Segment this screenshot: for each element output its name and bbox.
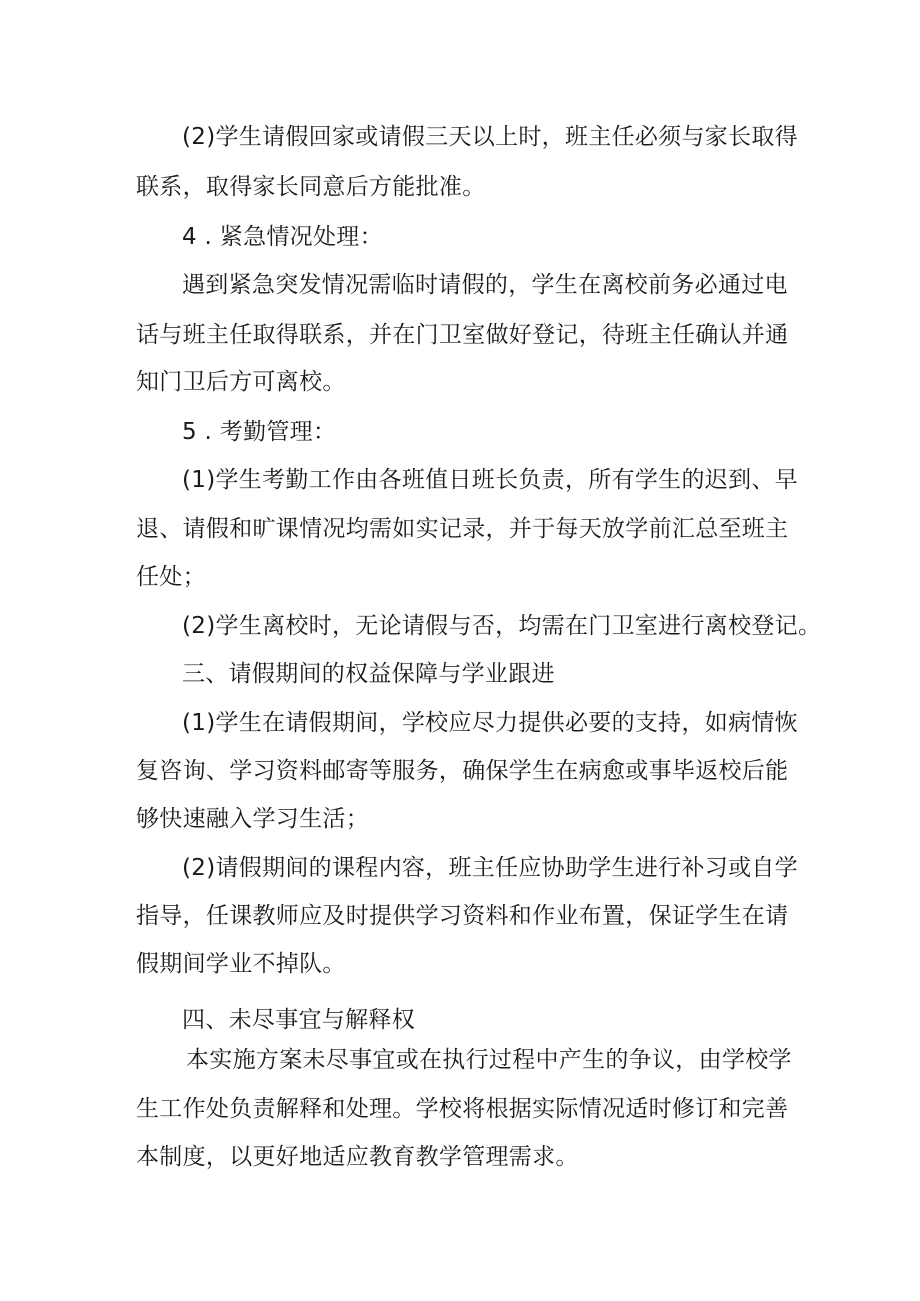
paragraph-line: 够快速融入学习生活； — [136, 806, 369, 832]
section-heading: 4 . 紧急情况处理： — [182, 224, 383, 250]
paragraph-line: 假期间学业不掉队。 — [136, 951, 346, 977]
paragraph-line: (2)学生离校时，无论请假与否，均需在门卫室进行离校登记。 — [182, 613, 822, 639]
paragraph-line: (2)请假期间的课程内容，班主任应协助学生进行补习或自学 — [182, 855, 798, 881]
paragraph-line: 联系，取得家长同意后方能批准。 — [136, 174, 486, 200]
paragraph-line: (2)学生请假回家或请假三天以上时，班主任必须与家长取得 — [182, 124, 798, 150]
paragraph-line: 退、请假和旷课情况均需如实记录，并于每天放学前汇总至班主 — [136, 516, 789, 542]
section-heading: 四、未尽事宜与解释权 — [182, 1007, 415, 1033]
paragraph-line: 指导，任课教师应及时提供学习资料和作业布置，保证学生在请 — [136, 903, 789, 929]
paragraph-line: 本制度，以更好地适应教育教学管理需求。 — [136, 1144, 579, 1170]
paragraph-line: (1)学生在请假期间，学校应尽力提供必要的支持，如病情恢 — [182, 710, 798, 736]
paragraph-line: 话与班主任取得联系，并在门卫室做好登记，待班主任确认并通 — [136, 322, 789, 348]
paragraph-line: 生工作处负责解释和处理。学校将根据实际情况适时修订和完善 — [136, 1096, 789, 1122]
paragraph-line: 遇到紧急突发情况需临时请假的，学生在离校前务必通过电 — [182, 272, 788, 298]
section-heading: 三、请假期间的权益保障与学业跟进 — [182, 661, 555, 687]
paragraph-line: 复咨询、学习资料邮寄等服务，确保学生在病愈或事毕返校后能 — [136, 758, 789, 784]
paragraph-line: 知门卫后方可离校。 — [136, 369, 346, 395]
section-heading: 5 . 考勤管理： — [182, 419, 337, 445]
paragraph-line: (1)学生考勤工作由各班值日班长负责，所有学生的迟到、早 — [182, 467, 798, 493]
paragraph-line: 任处； — [136, 564, 206, 590]
paragraph-line: 本实施方案未尽事宜或在执行过程中产生的争议，由学校学 — [186, 1047, 792, 1073]
